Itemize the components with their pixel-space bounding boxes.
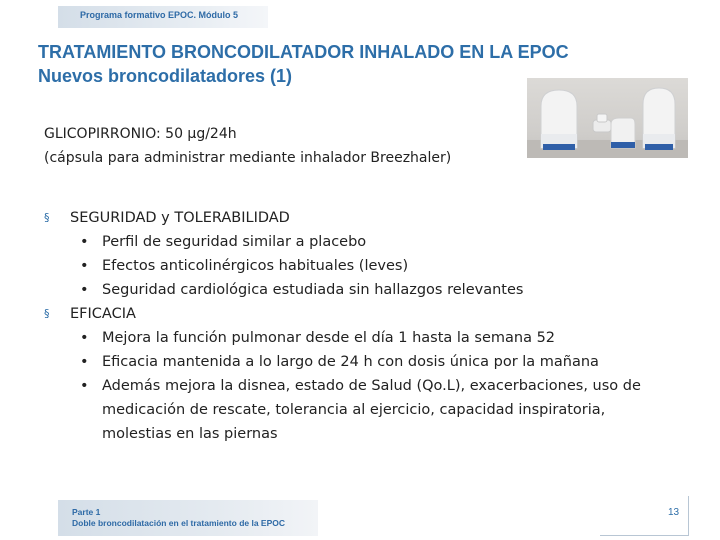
list-item-text: Efectos anticolinérgicos habituales (leves) [102, 258, 409, 274]
section-heading-text: EFICACIA [70, 306, 136, 322]
square-bullet-icon: § [44, 211, 50, 224]
drug-info [44, 122, 544, 170]
title-line-1: TRATAMIENTO BRONCODILATADOR INHALADO EN LA EPOC [38, 42, 569, 62]
footer-part-title: Doble broncodilatación en el tratamiento de la EPOC [72, 518, 286, 528]
bullet-dot-icon: • [80, 330, 89, 346]
list-item [44, 230, 662, 254]
corner-divider-horizontal [600, 535, 689, 536]
drug-note-line: (cápsula para administrar mediante inhalador Breezhaler) [44, 150, 452, 166]
square-bullet-icon: § [44, 307, 50, 320]
list-item [44, 254, 662, 278]
section-heading-efficacy [44, 302, 684, 326]
list-item-text: Eficacia mantenida a lo largo de 24 h con dosis única por la mañana [102, 354, 599, 370]
list-item [44, 350, 662, 374]
title-line-2: Nuevos broncodilatadores (1) [38, 66, 293, 86]
bullet-dot-icon: • [80, 354, 89, 370]
bullet-dot-icon: • [80, 234, 89, 250]
list-item-text: Mejora la función pulmonar desde el día 1 hasta la semana 52 [102, 330, 556, 346]
drug-dose-line: GLICOPIRRONIO: 50 µg/24h [44, 126, 237, 142]
page-number: 13 [668, 507, 680, 518]
section-heading-safety [44, 206, 684, 230]
list-item [44, 278, 662, 302]
list-item-text: Además mejora la disnea, estado de Salud (Qo.L), exacerbaciones, uso de medicación de rescate, tolerancia al ejercicio, capacidad inspiratoria, molestias en las piernas [102, 378, 641, 442]
inhaler-devices-photo [527, 78, 688, 158]
section-heading-text: SEGURIDAD y TOLERABILIDAD [70, 210, 290, 226]
slide-content [44, 206, 684, 446]
bullet-dot-icon: • [80, 282, 89, 298]
list-item [44, 326, 662, 350]
list-item-text: Perfil de seguridad similar a placebo [102, 234, 367, 250]
footer-part-label: Parte 1 [72, 507, 101, 517]
list-item [44, 374, 662, 446]
bullet-dot-icon: • [80, 378, 89, 394]
corner-divider-vertical [688, 496, 689, 536]
inhaler-illustration [527, 78, 688, 158]
bullet-dot-icon: • [80, 258, 89, 274]
program-label: Programa formativo EPOC. Módulo 5 [80, 10, 239, 20]
header-band [58, 6, 268, 28]
list-item-text: Seguridad cardiológica estudiada sin hallazgos relevantes [102, 282, 524, 298]
footer-band [58, 500, 318, 536]
